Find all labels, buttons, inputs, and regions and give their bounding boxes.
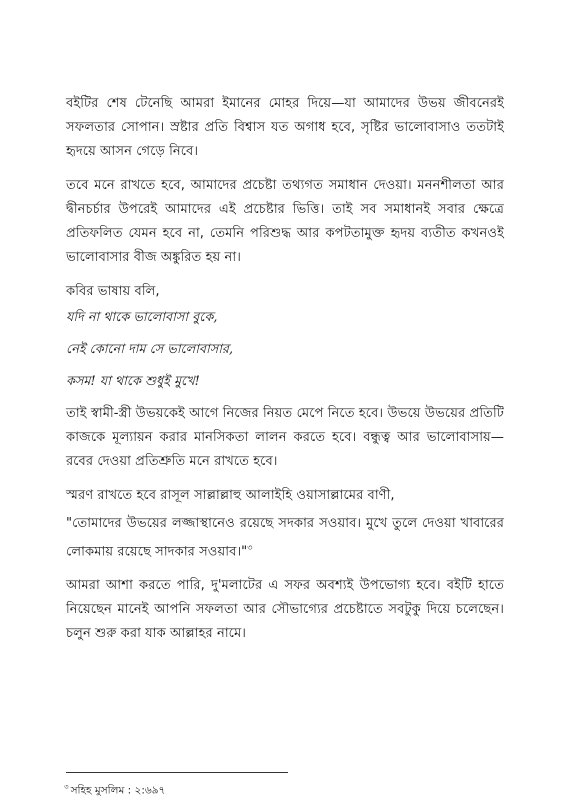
paragraph-intro: বইটির শেষ টেনেছি আমরা ইমানের মোহর দিয়ে—যা আমাদের উভয় জীবনেরই সফলতার সোপান। স্রষ্টার প্রতি বিশ্বাস যত অগাধ হবে, সৃষ্টির ভালোবাসাও ততটাই হৃদয়ে আসন গেড়ে নিবে। — [66, 96, 504, 159]
poem-line-2: নেই কোনো দাম সে ভালোবাসার, — [66, 342, 234, 357]
footnote — [64, 780, 165, 798]
poem-line-1: যদি না থাকে ভালোবাসা বুকে, — [66, 310, 218, 325]
hadith-quote-text: "তোমাদের উভয়ের লজ্জাস্থানেও রয়েছে সদকার সওয়াব। মুখে তুলে দেওয়া খাবারের লোকমায় রয়েছে সাদকার সওয়াব।" — [66, 516, 504, 560]
page-body — [66, 92, 504, 656]
footnote-divider — [66, 772, 288, 773]
hadith-quote — [66, 512, 504, 564]
footnote-reference: ৩ — [247, 543, 253, 552]
footnote-text: সহিহ মুসলিম : ২:৬৯৭ — [70, 784, 166, 797]
footnote-mark: ৩ — [64, 783, 69, 791]
paragraph-solution: তবে মনে রাখতে হবে, আমাদের প্রচেষ্টা তথ্যগত সমাধান দেওয়া। মননশীলতা আর দ্বীনচর্চার উপরেই আমাদের এই প্রচেষ্টার ভিত্তি। তাই সব সমাধানই সবার ক্ষেত্রে প্রতিফলিত যেমন হবে না, তেমনি পরিশুদ্ধ আর কপটতামুক্ত হৃদয় ব্যতীত কখনওই ভালোবাসার বীজ অঙ্কুরিত হয় না। — [66, 178, 504, 265]
paragraph-closing: আমরা আশা করতে পারি, দু'মলাটের এ সফর অবশ্যই উপভোগ্য হবে। বইটি হাতে নিয়েছেন মানেই আপনি সফলতা আর সৌভাগ্যের প্রচেষ্টাতে সবটুকু দিয়ে চলেছেন। চলুন শুরু করা যাক আল্লাহর নামে। — [66, 578, 504, 642]
paragraph-hadith-intro: স্মরণ রাখতে হবে রাসূল সাল্লাল্লাহু আলাইহি ওয়াসাল্লামের বাণী, — [66, 488, 395, 503]
poem — [66, 306, 504, 394]
paragraph-intention: তাই স্বামী-স্ত্রী উভয়কেই আগে নিজের নিয়ত মেপে নিতে হবে। উভয়ে উভয়ের প্রতিটি কাজকে মূল্যায়ন করার মানসিকতা লালন করতে হবে। বন্ধুত্ব আর ভালোবাসায়—রবের দেওয়া প্রতিশ্রুতি মনে রাখতে হবে। — [66, 406, 504, 469]
paragraph-poet-intro: কবির ভাষায় বলি, — [66, 284, 160, 299]
poem-line-3: কসম! যা থাকে শুধুই মুখে! — [66, 374, 200, 389]
